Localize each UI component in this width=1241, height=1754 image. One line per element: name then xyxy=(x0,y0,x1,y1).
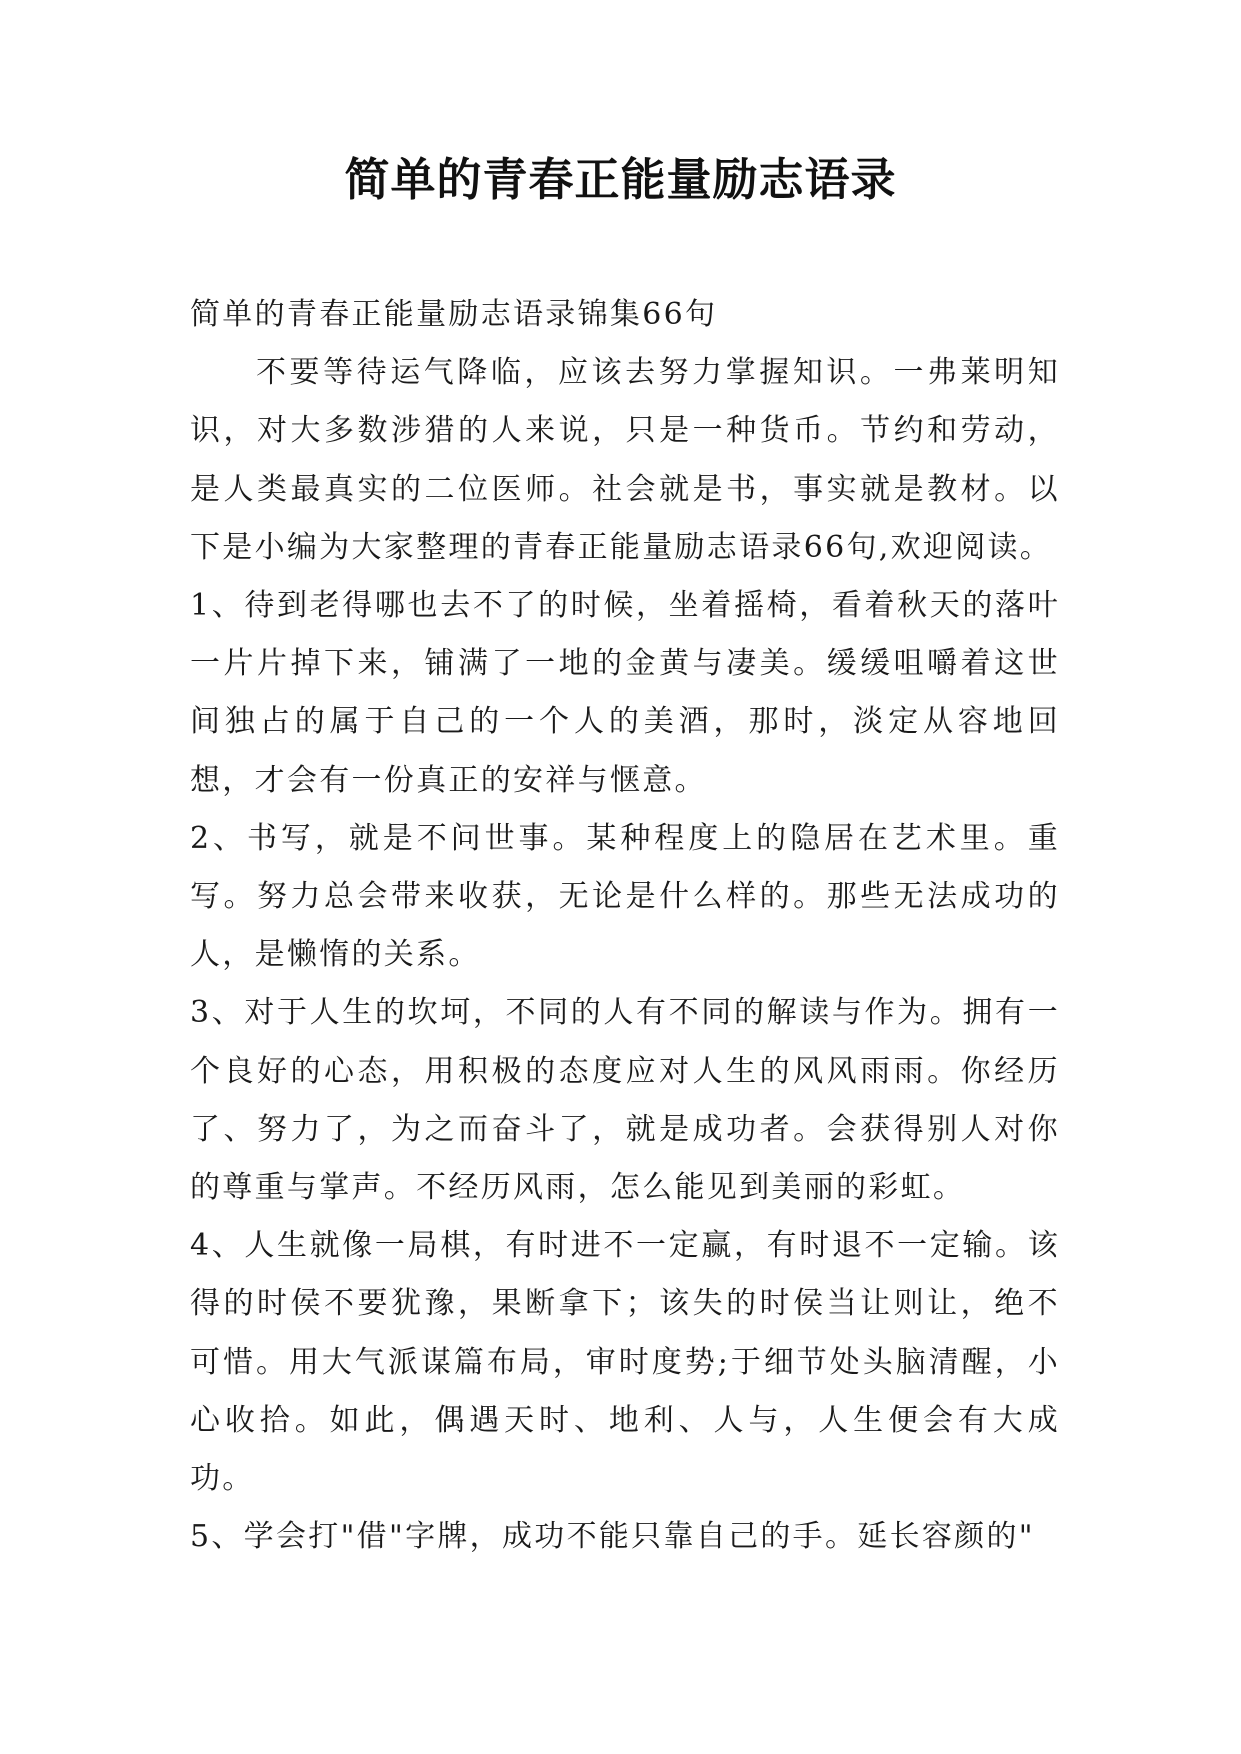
quote-item-4: 4、人生就像一局棋，有时进不一定赢，有时退不一定输。该得的时侯不要犹豫，果断拿下；该失的时侯当让则让，绝不可惜。用大气派谋篇布局，审时度势;于细节处头脑清醒，小心收拾。如此，偶遇天时、地利、人与，人生便会有大成功。 xyxy=(190,1228,1060,1497)
quote-item-1: 1、待到老得哪也去不了的时候，坐着摇椅，看着秋天的落叶一片片掉下来，铺满了一地的金黄与凄美。缓缓咀嚼着这世间独占的属于自己的一个人的美酒，那时，淡定从容地回想，才会有一份真正的安祥与惬意。 xyxy=(190,588,1060,798)
page-title: 简单的青春正能量励志语录 xyxy=(344,153,897,206)
quote-item-2: 2、书写，就是不问世事。某种程度上的隐居在艺术里。重写。努力总会带来收获，无论是什么样的。那些无法成功的人，是懒惰的关系。 xyxy=(190,820,1060,973)
quote-item-3: 3、对于人生的坎坷，不同的人有不同的解读与作为。拥有一个良好的心态，用积极的态度应对人生的风风雨雨。你经历了、努力了，为之而奋斗了，就是成功者。会获得别人对你的尊重与掌声。不经历风雨，怎么能见到美丽的彩虹。 xyxy=(190,995,1060,1206)
document-body xyxy=(190,286,1060,1566)
intro-paragraph: 不要等待运气降临，应该去努力掌握知识。一弗莱明知识，对大多数涉猎的人来说，只是一种货币。节约和劳动，是人类最真实的二位医师。社会就是书，事实就是教材。以下是小编为大家整理的青春正能量励志语录66句,欢迎阅读。 xyxy=(190,355,1060,565)
quote-item-5: 5、学会打"借"字牌，成功不能只靠自己的手。延长容颜的" xyxy=(190,1519,1035,1555)
document-subtitle: 简单的青春正能量励志语录锦集66句 xyxy=(190,297,718,332)
